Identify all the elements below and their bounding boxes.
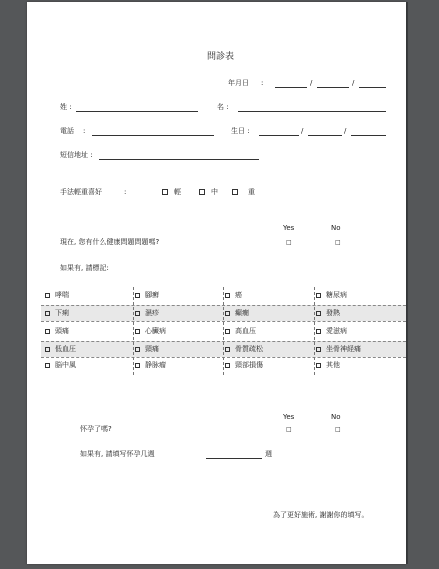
condition-label: 癲癇 — [235, 309, 249, 317]
condition-checkbox[interactable] — [135, 347, 140, 352]
phone-field[interactable] — [92, 135, 214, 136]
pressure-strong-label: 重 — [248, 188, 255, 196]
condition-checkbox[interactable] — [316, 363, 321, 368]
condition-item[interactable] — [316, 309, 340, 318]
pregnancy-weeks-question: 如果有, 請填写怀孕几週 — [80, 450, 155, 458]
table-column-divider — [133, 287, 134, 375]
condition-checkbox[interactable] — [45, 363, 50, 368]
condition-item[interactable] — [225, 361, 263, 370]
pressure-light-label: 輕 — [174, 188, 181, 196]
condition-label: 坐骨神経痛 — [326, 345, 361, 353]
date-colon: : — [261, 79, 264, 87]
condition-checkbox[interactable] — [45, 293, 50, 298]
page-shadow-edge — [406, 2, 408, 564]
condition-item[interactable] — [135, 327, 166, 336]
condition-checkbox[interactable] — [135, 363, 140, 368]
birthday-year-field[interactable] — [259, 135, 299, 136]
condition-item[interactable] — [225, 291, 242, 300]
address-field[interactable] — [99, 159, 259, 160]
condition-label: 頸痛 — [145, 345, 159, 353]
birthday-slash-2: / — [344, 127, 347, 135]
phone-colon: : — [83, 127, 86, 135]
condition-label: 脳中風 — [55, 361, 76, 369]
birthday-month-field[interactable] — [308, 135, 342, 136]
condition-checkbox[interactable] — [45, 311, 50, 316]
condition-item[interactable] — [316, 361, 340, 370]
birthday-label: 生日 : — [231, 127, 250, 135]
pressure-medium-label: 中 — [211, 188, 218, 196]
condition-checkbox[interactable] — [225, 363, 230, 368]
form-title: 問診表 — [207, 52, 235, 62]
pregnancy-weeks-unit: 週 — [265, 450, 272, 458]
condition-item[interactable] — [135, 309, 159, 318]
health-yes-header: Yes — [283, 224, 295, 232]
condition-label: 頭痛 — [55, 327, 69, 335]
health-no-header: No — [331, 224, 341, 232]
pregnancy-weeks-field[interactable] — [206, 458, 262, 459]
condition-label: 濕疹 — [145, 309, 159, 317]
condition-label: 腳癬 — [145, 291, 159, 299]
condition-item[interactable] — [45, 361, 76, 370]
condition-item[interactable] — [225, 345, 263, 354]
condition-checkbox[interactable] — [135, 329, 140, 334]
pregnant-yes-header: Yes — [283, 413, 295, 421]
condition-item[interactable] — [225, 327, 256, 336]
condition-label: 高血压 — [235, 327, 256, 335]
pressure-label: 手法輕重喜好 — [60, 188, 102, 196]
given-name-label: 名 : — [217, 103, 229, 111]
condition-checkbox[interactable] — [225, 329, 230, 334]
health-question: 現在, 您有什么健康問題問題嗎? — [60, 238, 160, 246]
condition-checkbox[interactable] — [225, 311, 230, 316]
condition-item[interactable] — [45, 345, 76, 354]
address-label: 短信地址 : — [60, 151, 93, 159]
condition-item[interactable] — [45, 291, 69, 300]
condition-item[interactable] — [316, 345, 361, 354]
condition-checkbox[interactable] — [135, 311, 140, 316]
given-name-field[interactable] — [238, 111, 386, 112]
condition-checkbox[interactable] — [45, 329, 50, 334]
thanks-message: 為了更好施術, 謝謝你的填写。 — [273, 511, 369, 519]
condition-checkbox[interactable] — [135, 293, 140, 298]
pregnant-question: 怀孕了嗎? — [80, 425, 112, 433]
condition-item[interactable] — [135, 361, 166, 370]
condition-label: 哮喘 — [55, 291, 69, 299]
condition-item[interactable] — [135, 291, 159, 300]
condition-label: 癌 — [235, 291, 242, 299]
condition-item[interactable] — [225, 309, 249, 318]
birthday-slash-1: / — [301, 127, 304, 135]
date-label: 年月日 — [228, 79, 249, 87]
health-yes-checkbox[interactable]: □ — [286, 239, 292, 246]
date-slash-2: / — [352, 79, 355, 87]
condition-label: 糖尿病 — [326, 291, 347, 299]
condition-item[interactable] — [45, 309, 69, 318]
condition-label: 骨質疏松 — [235, 345, 263, 353]
condition-label: 頸部損傷 — [235, 361, 263, 369]
condition-item[interactable] — [316, 327, 347, 336]
condition-checkbox[interactable] — [225, 347, 230, 352]
date-year-field[interactable] — [275, 87, 307, 88]
condition-label: 低血圧 — [55, 345, 76, 353]
conditions-instruction: 如果有, 請標記: — [60, 264, 109, 272]
condition-label: 發熱 — [326, 309, 340, 317]
pregnant-no-header: No — [331, 413, 341, 421]
birthday-day-field[interactable] — [351, 135, 386, 136]
form-page — [27, 2, 406, 564]
condition-item[interactable] — [316, 291, 347, 300]
date-month-field[interactable] — [317, 87, 349, 88]
health-no-checkbox[interactable]: □ — [335, 239, 341, 246]
pressure-colon: : — [124, 188, 127, 196]
condition-item[interactable] — [45, 327, 69, 336]
surname-field[interactable] — [76, 111, 198, 112]
date-day-field[interactable] — [359, 87, 386, 88]
surname-label: 姓 : — [60, 103, 72, 111]
pregnant-no-checkbox[interactable]: □ — [335, 426, 341, 433]
condition-checkbox[interactable] — [225, 293, 230, 298]
table-column-divider — [314, 287, 315, 375]
condition-checkbox[interactable] — [316, 329, 321, 334]
condition-label: 心臟病 — [145, 327, 166, 335]
condition-checkbox[interactable] — [316, 311, 321, 316]
pressure-medium-checkbox[interactable] — [199, 189, 205, 195]
condition-checkbox[interactable] — [316, 293, 321, 298]
date-slash-1: / — [310, 79, 313, 87]
phone-label: 電話 — [60, 127, 74, 135]
condition-label: 愛滋病 — [326, 327, 347, 335]
condition-checkbox[interactable] — [45, 347, 50, 352]
pregnant-yes-checkbox[interactable]: □ — [286, 426, 292, 433]
condition-item[interactable] — [135, 345, 159, 354]
condition-label: 其他 — [326, 361, 340, 369]
table-column-divider — [223, 287, 224, 375]
condition-label: 下痢 — [55, 309, 69, 317]
condition-label: 静脉瘤 — [145, 361, 166, 369]
pressure-strong-checkbox[interactable] — [232, 189, 238, 195]
pressure-light-checkbox[interactable] — [162, 189, 168, 195]
condition-checkbox[interactable] — [316, 347, 321, 352]
